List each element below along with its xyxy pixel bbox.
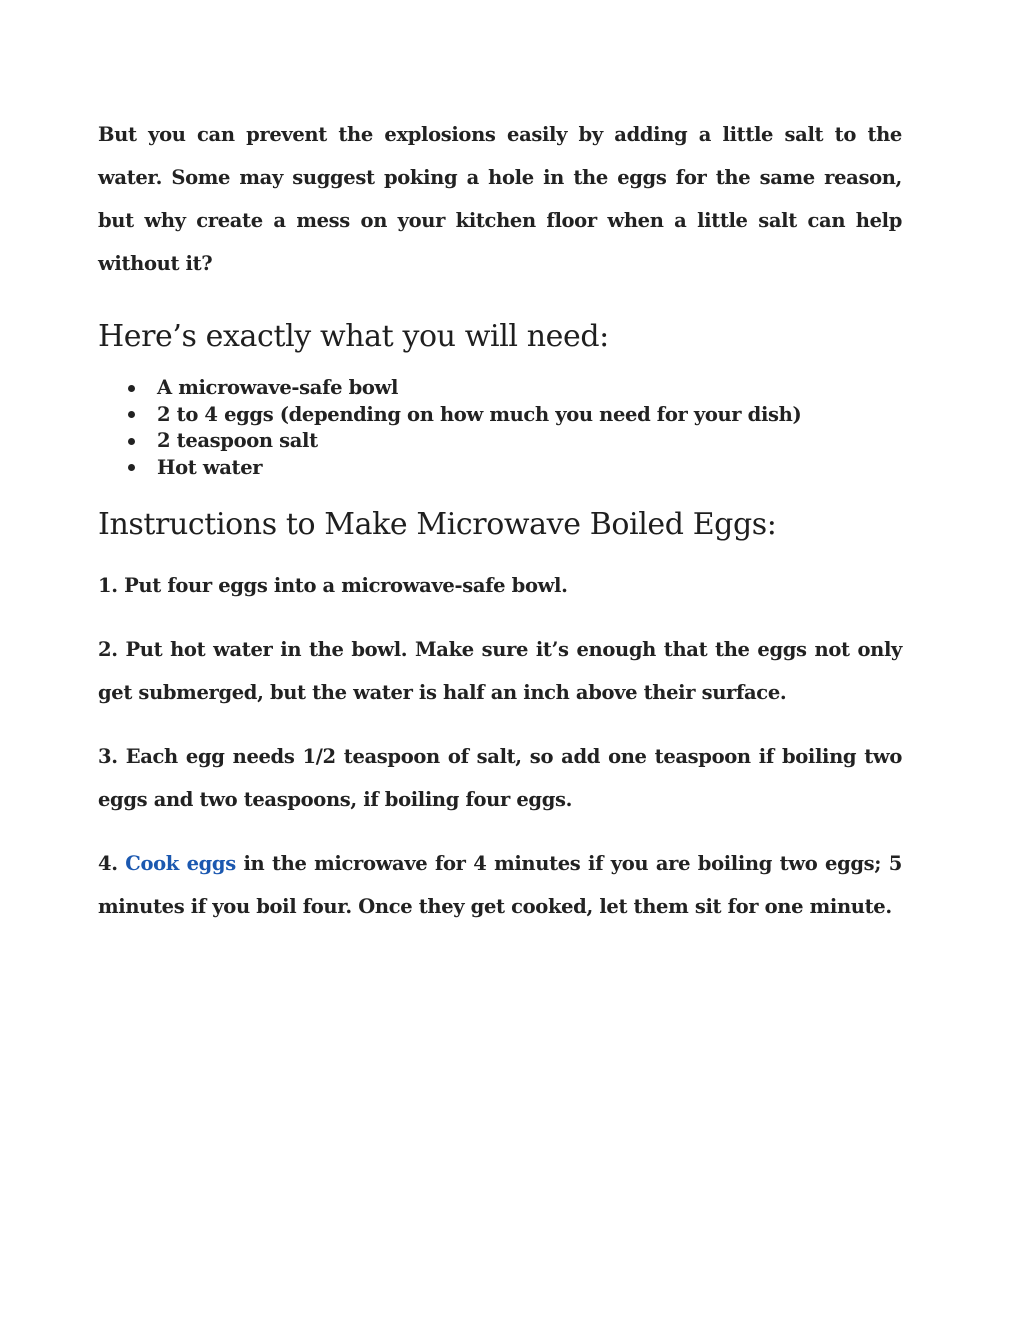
needs-list	[98, 375, 902, 481]
bullet-icon	[128, 385, 135, 392]
list-item-text: 2 teaspoon salt	[157, 429, 318, 452]
list-item	[128, 375, 902, 402]
list-item	[128, 428, 902, 455]
step-2: 2. Put hot water in the bowl. Make sure it’s enough that the eggs not only get submerged, but the water is half an inch above their surface.	[98, 638, 902, 704]
needs-heading: Here’s exactly what you will need:	[98, 319, 609, 354]
step-3: 3. Each egg needs 1/2 teaspoon of salt, so add one teaspoon if boiling two eggs and two teaspoons, if boiling four eggs.	[98, 745, 902, 811]
instructions-heading: Instructions to Make Microwave Boiled Eggs:	[98, 507, 777, 542]
list-item-text: Hot water	[157, 455, 263, 479]
list-item	[128, 402, 902, 429]
list-item-text: 2 to 4 eggs (depending on how much you need for your dish)	[157, 402, 802, 426]
list-item	[128, 455, 902, 482]
list-item-text: A microwave-safe bowl	[157, 376, 399, 399]
step-4	[98, 842, 902, 928]
step-4-prefix: 4.	[98, 852, 126, 875]
document-page	[98, 113, 902, 928]
bullet-icon	[128, 464, 135, 471]
cook-eggs-link[interactable]: Cook eggs	[125, 852, 236, 875]
bullet-icon	[128, 438, 135, 445]
step-4-text: in the microwave for 4 minutes if you are boiling two eggs; 5 minutes if you boil four. Once they get cooked, let them sit for one minute.	[98, 852, 902, 918]
step-1: 1. Put four eggs into a microwave-safe bowl.	[98, 574, 568, 597]
bullet-icon	[128, 411, 135, 418]
intro-paragraph: But you can prevent the explosions easily by adding a little salt to the water. Some may suggest poking a hole in the eggs for the same reason, but why create a mess on your kitchen floor when a little salt can help without it?	[98, 123, 902, 275]
